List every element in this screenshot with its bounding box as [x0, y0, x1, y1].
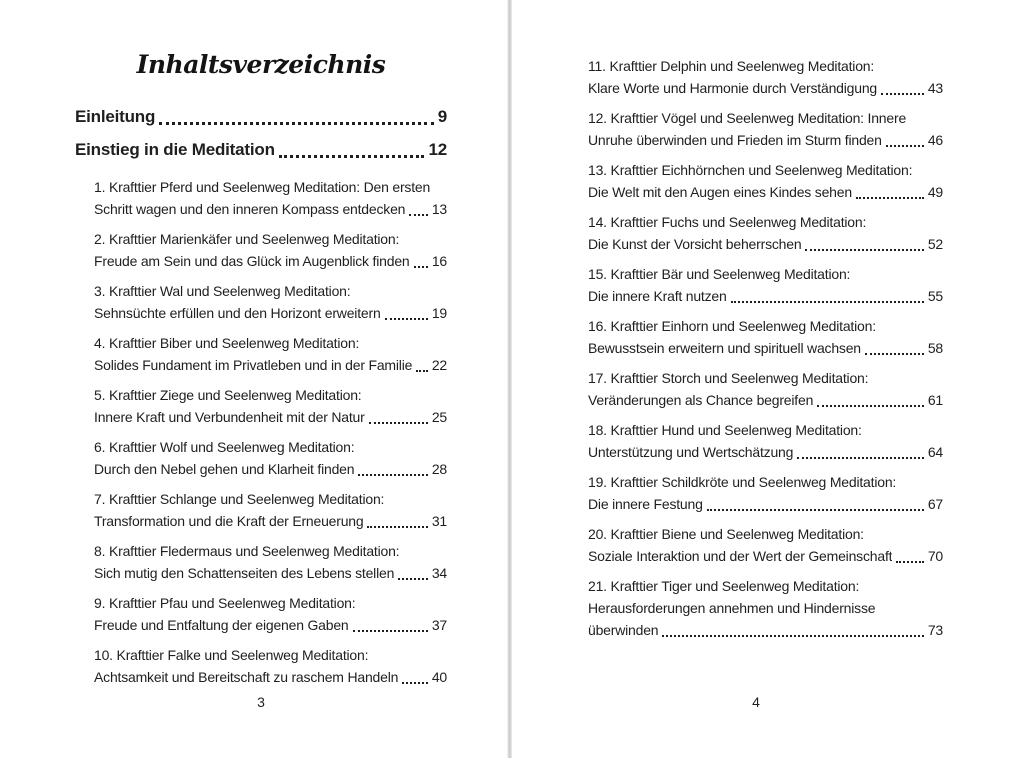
toc-entry-last-line-page: 49: [927, 184, 943, 200]
toc-entry-line: [94, 280, 447, 302]
toc-entry-line-label: 19. Krafttier Schildkröte und Seelenweg Meditation:: [588, 474, 897, 490]
toc-entry-last-line-page: 70: [927, 548, 943, 564]
toc-entry-line-label: 10. Krafttier Falke und Seelenweg Meditation:: [94, 647, 369, 663]
toc-entry-last-line: [94, 302, 447, 324]
toc-entry-last-line-label: Sich mutig den Schattenseiten des Lebens stellen: [94, 565, 395, 581]
toc-entry-last-line: [588, 337, 943, 359]
toc-entry-line: [94, 592, 447, 614]
dot-leader: [896, 561, 923, 563]
toc-entry-line: [94, 228, 447, 250]
dot-leader: [398, 578, 428, 580]
toc-entry-last-line-label: Transformation und die Kraft der Erneuerung: [94, 513, 364, 529]
dot-leader: [367, 526, 427, 528]
toc-entry-line-label: 6. Krafttier Wolf und Seelenweg Meditation:: [94, 439, 355, 455]
toc-entries-right: [569, 0, 943, 641]
toc-entry-last-line-label: Sehnsüchte erfüllen und den Horizont erweitern: [94, 305, 381, 321]
dot-leader: [353, 630, 428, 632]
toc-entry-last-line: [94, 562, 447, 584]
toc-entry-line-label: 4. Krafttier Biber und Seelenweg Meditation:: [94, 335, 360, 351]
toc-entry: [588, 315, 943, 359]
dot-leader: [279, 155, 425, 158]
toc-entry-line-label: 17. Krafttier Storch und Seelenweg Meditation:: [588, 370, 869, 386]
dot-leader: [409, 214, 428, 216]
toc-entry-line: [94, 384, 447, 406]
toc-entry-last-line: [588, 493, 943, 515]
toc-entry-last-line-label: Durch den Nebel gehen und Klarheit finden: [94, 461, 355, 477]
toc-section: [75, 106, 447, 128]
toc-entry-line: [588, 55, 943, 77]
toc-entry-last-line: [94, 354, 447, 376]
dot-leader: [731, 301, 924, 303]
dot-leader: [797, 457, 924, 459]
toc-entry-last-line: [588, 233, 943, 255]
toc-entry-line: [588, 575, 943, 597]
dot-leader: [817, 405, 924, 407]
toc-entry-line-label: 11. Krafttier Delphin und Seelenweg Meditation:: [588, 58, 875, 74]
toc-entry-last-line: [94, 510, 447, 532]
toc-entry-last-line: [94, 250, 447, 272]
dot-leader: [159, 122, 434, 125]
toc-entry-last-line-label: Freude und Entfaltung der eigenen Gaben: [94, 617, 349, 633]
toc-entry: [94, 228, 447, 272]
toc-entry-line-label: 3. Krafttier Wal und Seelenweg Meditation:: [94, 283, 351, 299]
toc-entry: [94, 176, 447, 220]
toc-entry-last-line-label: Unterstützung und Wertschätzung: [588, 444, 794, 460]
toc-entry: [588, 159, 943, 203]
dot-leader: [369, 422, 428, 424]
toc-entry-line: [588, 159, 943, 181]
toc-entry-last-line: [588, 441, 943, 463]
toc-entry-last-line-label: Solides Fundament im Privatleben und in der Familie: [94, 357, 413, 373]
toc-entry-line-label: 13. Krafttier Eichhörnchen und Seelenweg Meditation:: [588, 162, 913, 178]
toc-title: Inhaltsverzeichnis: [136, 50, 386, 79]
toc-entry-line: [94, 176, 447, 198]
dot-leader: [707, 509, 924, 511]
toc-entry-last-line-page: 40: [431, 669, 447, 685]
toc-entry-line: [588, 419, 943, 441]
toc-entry: [94, 384, 447, 428]
dot-leader: [385, 318, 428, 320]
toc-entry-line-label: 14. Krafttier Fuchs und Seelenweg Meditation:: [588, 214, 867, 230]
toc-entry: [94, 280, 447, 324]
toc-entry-last-line-page: 31: [431, 513, 447, 529]
toc-entry-last-line: [588, 181, 943, 203]
dot-leader: [856, 197, 924, 199]
toc-entry-line-label: 12. Krafttier Vögel und Seelenweg Meditation: Innere: [588, 110, 907, 126]
toc-entry-last-line-label: überwinden: [588, 622, 659, 638]
toc-entry-line-label: 5. Krafttier Ziege und Seelenweg Meditation:: [94, 387, 362, 403]
toc-entry-last-line-page: 61: [927, 392, 943, 408]
dot-leader: [402, 682, 428, 684]
toc-entry-last-line-page: 28: [431, 461, 447, 477]
toc-section: [75, 139, 447, 161]
toc-entry-last-line-page: 22: [431, 357, 447, 373]
toc-entry-line: [94, 540, 447, 562]
toc-entry-last-line-label: Die Kunst der Vorsicht beherrschen: [588, 236, 802, 252]
toc-entry: [94, 540, 447, 584]
toc-entry-line-label: 21. Krafttier Tiger und Seelenweg Meditation:: [588, 578, 860, 594]
toc-entry-last-line-page: 64: [927, 444, 943, 460]
toc-entry-last-line: [588, 77, 943, 99]
toc-entry-line: [94, 436, 447, 458]
toc-entry-last-line: [94, 406, 447, 428]
page-number-right: 4: [752, 694, 760, 710]
toc-entry-last-line-label: Unruhe überwinden und Frieden im Sturm finden: [588, 132, 882, 148]
toc-entry-line-label: 15. Krafttier Bär und Seelenweg Meditation:: [588, 266, 851, 282]
toc-entry-last-line-page: 46: [927, 132, 943, 148]
page-number-left: 3: [257, 694, 265, 710]
toc-entry-last-line-page: 13: [431, 201, 447, 217]
toc-entry-last-line-page: 52: [927, 236, 943, 252]
dot-leader: [662, 635, 923, 637]
toc-entry: [588, 523, 943, 567]
toc-entry-last-line-label: Freude am Sein und das Glück im Augenblick finden: [94, 253, 410, 269]
toc-entry-line: [588, 211, 943, 233]
toc-entry-line-label: 1. Krafttier Pferd und Seelenweg Meditation: Den ersten: [94, 179, 431, 195]
toc-entry-last-line-page: 16: [431, 253, 447, 269]
toc-entry-last-line-page: 34: [431, 565, 447, 581]
toc-entry: [94, 488, 447, 532]
toc-entry-line: [588, 367, 943, 389]
toc-entry-last-line: [94, 666, 447, 688]
toc-entry-line: [588, 315, 943, 337]
toc-entry-last-line-page: 37: [431, 617, 447, 633]
toc-entry-last-line: [94, 198, 447, 220]
toc-entry-line-label: 9. Krafttier Pfau und Seelenweg Meditation:: [94, 595, 356, 611]
page-right: [512, 0, 1020, 758]
toc-section-page: 9: [437, 107, 447, 126]
toc-entry-last-line-label: Klare Worte und Harmonie durch Verständigung: [588, 80, 878, 96]
toc-entry: [94, 436, 447, 480]
toc-entry: [588, 471, 943, 515]
toc-entry-line: [588, 263, 943, 285]
toc-entry-last-line-label: Bewusstsein erweitern und spirituell wachsen: [588, 340, 861, 356]
toc-entry-line: [94, 644, 447, 666]
toc-entry-last-line-label: Schritt wagen und den inneren Kompass entdecken: [94, 201, 406, 217]
dot-leader: [886, 145, 924, 147]
toc-section-label: Einleitung: [75, 107, 156, 126]
toc-entry-line-label: 7. Krafttier Schlange und Seelenweg Meditation:: [94, 491, 385, 507]
toc-entry-last-line-label: Soziale Interaktion und der Wert der Gemeinschaft: [588, 548, 893, 564]
toc-entry: [94, 592, 447, 636]
toc-entry-line: [588, 597, 943, 619]
dot-leader: [805, 249, 923, 251]
toc-entry-line-label: 2. Krafttier Marienkäfer und Seelenweg Meditation:: [94, 231, 400, 247]
toc-entry-last-line-label: Achtsamkeit und Bereitschaft zu raschem Handeln: [94, 669, 399, 685]
toc-entry: [588, 211, 943, 255]
toc-entry: [588, 367, 943, 411]
toc-entry-last-line-page: 19: [431, 305, 447, 321]
toc-entry-line-label: 16. Krafttier Einhorn und Seelenweg Meditation:: [588, 318, 876, 334]
toc-entry-line: [588, 471, 943, 493]
toc-entry: [588, 263, 943, 307]
toc-entry-last-line-page: 43: [927, 80, 943, 96]
dot-leader: [416, 370, 428, 372]
toc-entry-last-line-page: 73: [927, 622, 943, 638]
toc-entry-last-line-page: 67: [927, 496, 943, 512]
toc-entry-last-line-page: 58: [927, 340, 943, 356]
toc-entry-last-line-label: Innere Kraft und Verbundenheit mit der Natur: [94, 409, 365, 425]
toc-entry-last-line: [588, 285, 943, 307]
toc-section-label: Einstieg in die Meditation: [75, 140, 275, 159]
toc-entry-last-line: [94, 614, 447, 636]
toc-entry-line: [94, 332, 447, 354]
toc-entry: [94, 332, 447, 376]
toc-sections: [75, 106, 447, 161]
toc-entry-line-label: 20. Krafttier Biene und Seelenweg Meditation:: [588, 526, 864, 542]
toc-entry-line-label: 8. Krafttier Fledermaus und Seelenweg Meditation:: [94, 543, 400, 559]
toc-entry-line: [588, 523, 943, 545]
dot-leader: [881, 93, 924, 95]
toc-entry-line: [588, 107, 943, 129]
dot-leader: [865, 353, 924, 355]
toc-entry: [588, 419, 943, 463]
toc-entry: [588, 107, 943, 151]
toc-entries-left: [75, 176, 447, 688]
toc-entry-line-label: 18. Krafttier Hund und Seelenweg Meditation:: [588, 422, 862, 438]
toc-entry-last-line: [588, 619, 943, 641]
toc-entry-last-line-label: Die Welt mit den Augen eines Kindes sehen: [588, 184, 852, 200]
toc-entry-last-line-page: 25: [431, 409, 447, 425]
toc-entry-line-label: Herausforderungen annehmen und Hindernisse: [588, 600, 876, 616]
dot-leader: [358, 474, 427, 476]
dot-leader: [414, 266, 428, 268]
toc-entry: [94, 644, 447, 688]
toc-entry-last-line: [94, 458, 447, 480]
toc-entry-last-line-label: Die innere Kraft nutzen: [588, 288, 727, 304]
toc-entry-last-line-label: Die innere Festung: [588, 496, 703, 512]
toc-entry-last-line: [588, 389, 943, 411]
toc-entry: [588, 575, 943, 641]
toc-entry-last-line-label: Veränderungen als Chance begreifen: [588, 392, 814, 408]
toc-section-page: 12: [428, 140, 447, 159]
toc-entry-last-line-page: 55: [927, 288, 943, 304]
toc-entry: [588, 55, 943, 99]
toc-entry-last-line: [588, 129, 943, 151]
toc-entry-line: [94, 488, 447, 510]
toc-entry-last-line: [588, 545, 943, 567]
